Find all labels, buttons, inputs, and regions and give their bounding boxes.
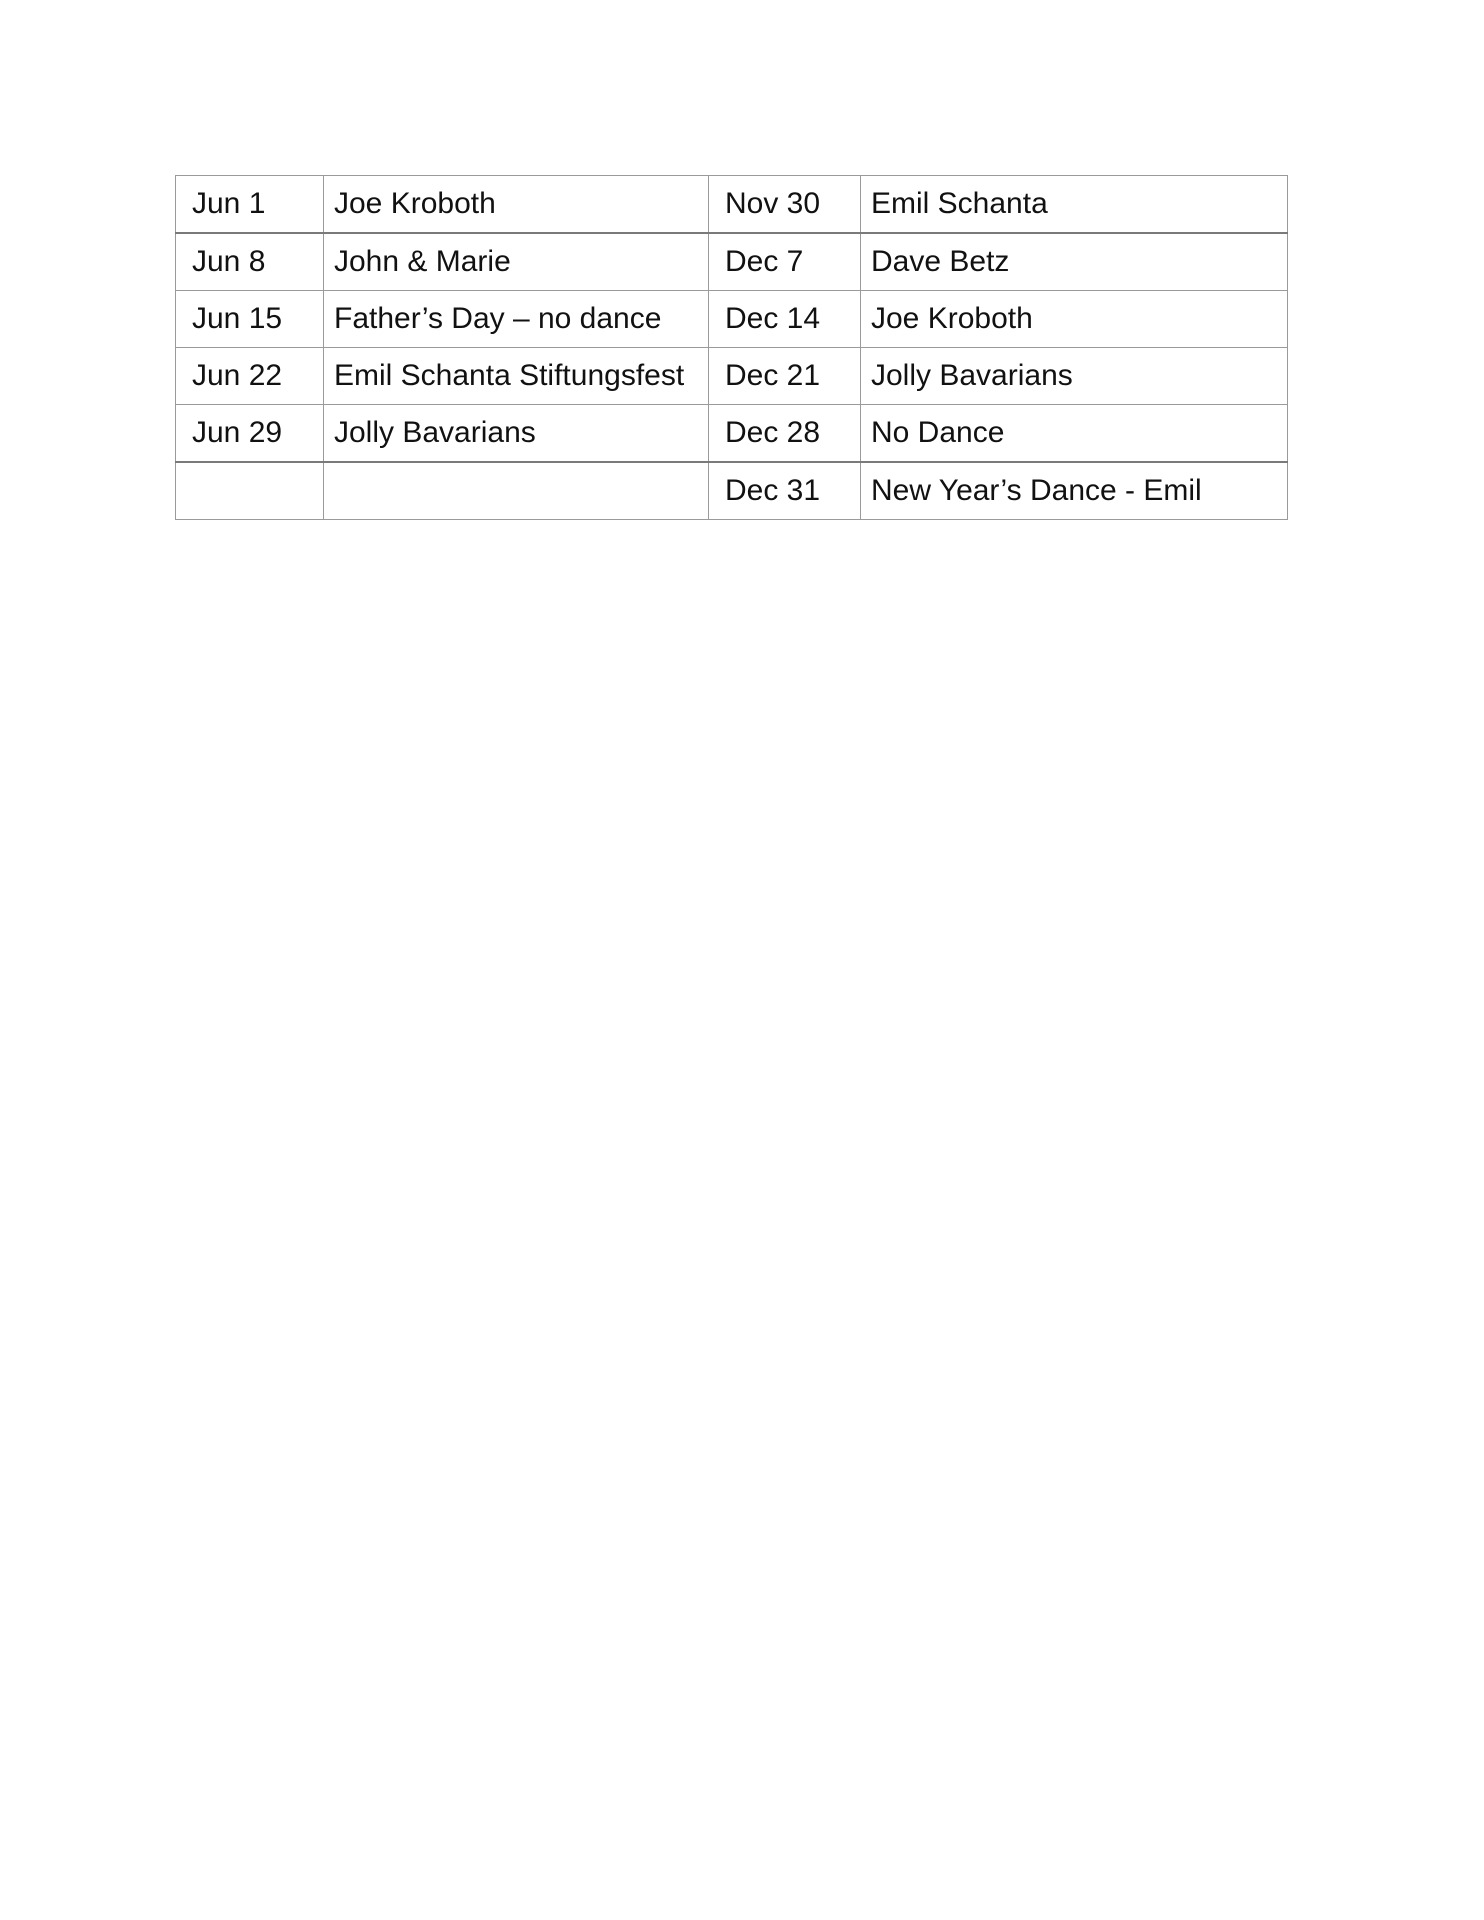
date-cell: Nov 30 <box>709 176 861 234</box>
date-cell: Jun 8 <box>176 233 324 291</box>
event-cell <box>324 462 709 520</box>
date-cell: Dec 31 <box>709 462 861 520</box>
table-row <box>176 348 1288 405</box>
date-cell: Jun 29 <box>176 405 324 463</box>
table-row <box>176 462 1288 520</box>
date-cell: Jun 1 <box>176 176 324 234</box>
table-row <box>176 405 1288 463</box>
event-cell: Emil Schanta <box>861 176 1288 234</box>
date-cell: Dec 14 <box>709 291 861 348</box>
event-cell: Dave Betz <box>861 233 1288 291</box>
event-cell: John & Marie <box>324 233 709 291</box>
table-row <box>176 176 1288 234</box>
event-cell: New Year’s Dance - Emil <box>861 462 1288 520</box>
event-cell: No Dance <box>861 405 1288 463</box>
date-cell: Dec 7 <box>709 233 861 291</box>
event-cell: Emil Schanta Stiftungsfest <box>324 348 709 405</box>
dance-schedule-table <box>175 175 1288 520</box>
event-cell: Joe Kroboth <box>861 291 1288 348</box>
event-cell: Father’s Day – no dance <box>324 291 709 348</box>
table-row <box>176 233 1288 291</box>
date-cell <box>176 462 324 520</box>
date-cell: Jun 15 <box>176 291 324 348</box>
table-row <box>176 291 1288 348</box>
date-cell: Jun 22 <box>176 348 324 405</box>
date-cell: Dec 28 <box>709 405 861 463</box>
date-cell: Dec 21 <box>709 348 861 405</box>
event-cell: Jolly Bavarians <box>324 405 709 463</box>
event-cell: Joe Kroboth <box>324 176 709 234</box>
event-cell: Jolly Bavarians <box>861 348 1288 405</box>
